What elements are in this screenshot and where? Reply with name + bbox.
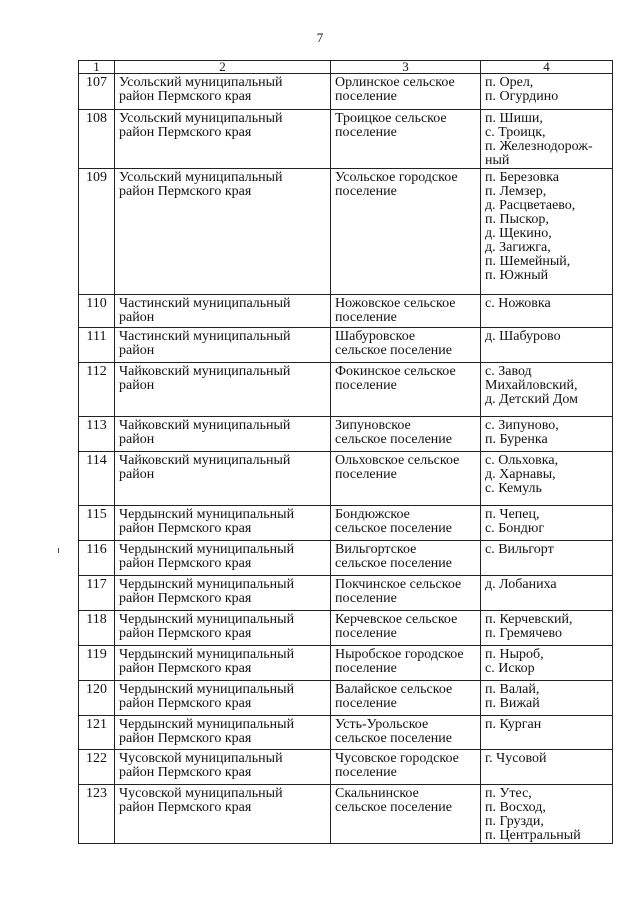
localities-cell-line: п. Пыскор, bbox=[485, 212, 549, 227]
row-number-line: 115 bbox=[86, 507, 107, 522]
settlement-cell-line: сельское поселение bbox=[335, 521, 452, 536]
column-header-1: 1 bbox=[79, 61, 115, 74]
table-row bbox=[79, 716, 613, 750]
settlement-cell bbox=[331, 716, 481, 750]
district-cell-line: Усольский муниципальный bbox=[119, 111, 283, 126]
row-number bbox=[79, 750, 115, 785]
settlement-cell bbox=[331, 363, 481, 417]
district-cell-line: Частинский муниципальный bbox=[119, 329, 291, 344]
district-cell bbox=[115, 716, 331, 750]
settlement-cell bbox=[331, 541, 481, 576]
localities-cell bbox=[481, 646, 613, 681]
row-number bbox=[79, 452, 115, 506]
localities-cell-line: с. Искор bbox=[485, 661, 535, 676]
district-cell-line: Чердынский муниципальный bbox=[119, 717, 295, 732]
settlement-cell bbox=[331, 328, 481, 363]
localities-cell-line: д. Харнавы, bbox=[485, 467, 556, 482]
district-cell-line: район Пермского края bbox=[119, 800, 252, 815]
district-cell-line: район bbox=[119, 310, 155, 325]
district-cell bbox=[115, 295, 331, 328]
district-cell bbox=[115, 611, 331, 646]
settlement-cell bbox=[331, 750, 481, 785]
localities-cell-line: д. Загижга, bbox=[485, 240, 551, 255]
table-row bbox=[79, 506, 613, 541]
localities-cell bbox=[481, 541, 613, 576]
district-cell-line: Чердынский муниципальный bbox=[119, 612, 295, 627]
localities-cell-line: п. Утес, bbox=[485, 786, 532, 801]
district-cell-line: район Пермского края bbox=[119, 89, 252, 104]
settlement-cell-line: Вильгортское bbox=[335, 542, 417, 557]
settlement-cell-line: поселение bbox=[335, 125, 397, 140]
settlement-cell-line: Бондюжское bbox=[335, 507, 410, 522]
district-cell-line: Чердынский муниципальный bbox=[119, 647, 295, 662]
row-number bbox=[79, 646, 115, 681]
row-number bbox=[79, 611, 115, 646]
localities-cell bbox=[481, 452, 613, 506]
settlement-cell-line: сельское поселение bbox=[335, 731, 452, 746]
localities-cell-line: п. Железнодорож- bbox=[485, 139, 593, 154]
localities-cell-line: п. Чепец, bbox=[485, 507, 540, 522]
row-number-line: 108 bbox=[86, 111, 107, 126]
settlement-cell-line: сельское поселение bbox=[335, 432, 452, 447]
localities-cell-line: д. Расцветаево, bbox=[485, 198, 576, 213]
localities-cell bbox=[481, 328, 613, 363]
localities-cell-line: п. Шиши, bbox=[485, 111, 543, 126]
localities-cell-line: д. Шабурово bbox=[485, 329, 561, 344]
district-cell-line: район bbox=[119, 467, 155, 482]
settlement-cell-line: Ныробское городское bbox=[335, 647, 464, 662]
settlement-cell-line: поселение bbox=[335, 626, 397, 641]
localities-cell-line: п. Гремячево bbox=[485, 626, 562, 641]
settlement-cell-line: Чусовское городское bbox=[335, 751, 459, 766]
district-cell-line: район Пермского края bbox=[119, 696, 252, 711]
row-number bbox=[79, 716, 115, 750]
row-number-line: 114 bbox=[86, 453, 107, 468]
row-number bbox=[79, 74, 115, 110]
localities-cell-line: с. Вильгорт bbox=[485, 542, 554, 557]
district-cell-line: район Пермского края bbox=[119, 591, 252, 606]
district-cell-line: Усольский муниципальный bbox=[119, 75, 283, 90]
row-number-line: 121 bbox=[86, 717, 107, 732]
localities-cell bbox=[481, 681, 613, 716]
settlement-cell-line: Покчинское сельское bbox=[335, 577, 462, 592]
settlement-cell-line: Шабуровское bbox=[335, 329, 416, 344]
header-row bbox=[79, 61, 613, 74]
localities-cell-line: с. Ножовка bbox=[485, 296, 551, 311]
row-number-line: 118 bbox=[86, 612, 107, 627]
row-number-line: 107 bbox=[86, 75, 107, 90]
localities-cell-line: п. Вижай bbox=[485, 696, 540, 711]
margin-mark bbox=[58, 548, 59, 553]
row-number-line: 110 bbox=[86, 296, 107, 311]
localities-cell-line: п. Огурдино bbox=[485, 89, 559, 104]
row-number-line: 111 bbox=[86, 329, 107, 344]
localities-cell-line: п. Валай, bbox=[485, 682, 540, 697]
localities-cell bbox=[481, 417, 613, 452]
localities-cell bbox=[481, 611, 613, 646]
localities-cell-line: п. Березовка bbox=[485, 170, 559, 185]
district-cell-line: район Пермского края bbox=[119, 184, 252, 199]
settlement-cell bbox=[331, 681, 481, 716]
localities-cell-line: с. Бондюг bbox=[485, 521, 545, 536]
localities-cell-line: п. Курган bbox=[485, 717, 542, 732]
district-cell-line: Чердынский муниципальный bbox=[119, 542, 295, 557]
table-row bbox=[79, 169, 613, 295]
localities-cell bbox=[481, 74, 613, 110]
district-cell-line: район Пермского края bbox=[119, 521, 252, 536]
row-number-line: 109 bbox=[86, 170, 107, 185]
table-row bbox=[79, 328, 613, 363]
settlement-cell-line: Троицкое сельское bbox=[335, 111, 447, 126]
settlement-cell-line: сельское поселение bbox=[335, 800, 452, 815]
district-cell-line: Чусовской муниципальный bbox=[119, 751, 283, 766]
table-row bbox=[79, 785, 613, 844]
district-cell bbox=[115, 576, 331, 611]
localities-cell-line: п. Буренка bbox=[485, 432, 548, 447]
district-cell-line: Чердынский муниципальный bbox=[119, 507, 295, 522]
district-cell bbox=[115, 750, 331, 785]
settlement-cell bbox=[331, 110, 481, 169]
district-cell bbox=[115, 506, 331, 541]
settlement-cell bbox=[331, 785, 481, 844]
district-cell-line: район Пермского края bbox=[119, 731, 252, 746]
localities-cell-line: д. Щекино, bbox=[485, 226, 552, 241]
table-row bbox=[79, 363, 613, 417]
table-row bbox=[79, 110, 613, 169]
district-cell-line: район bbox=[119, 378, 155, 393]
row-number-line: 120 bbox=[86, 682, 107, 697]
row-number bbox=[79, 417, 115, 452]
settlement-cell-line: поселение bbox=[335, 591, 397, 606]
localities-cell-line: п. Грузди, bbox=[485, 814, 544, 829]
row-number-line: 119 bbox=[86, 647, 107, 662]
column-header-2: 2 bbox=[115, 61, 331, 74]
settlement-cell bbox=[331, 506, 481, 541]
localities-cell-line: д. Лобаниха bbox=[485, 577, 557, 592]
settlements-table bbox=[78, 60, 613, 844]
table-row bbox=[79, 611, 613, 646]
localities-cell bbox=[481, 363, 613, 417]
settlement-cell-line: Валайское сельское bbox=[335, 682, 453, 697]
district-cell bbox=[115, 110, 331, 169]
localities-cell-line: п. Восход, bbox=[485, 800, 546, 815]
localities-cell bbox=[481, 750, 613, 785]
localities-cell-line: п. Центральный bbox=[485, 828, 581, 843]
table-row bbox=[79, 295, 613, 328]
localities-cell-line: с. Ольховка, bbox=[485, 453, 559, 468]
district-cell bbox=[115, 363, 331, 417]
district-cell bbox=[115, 328, 331, 363]
settlement-cell-line: сельское поселение bbox=[335, 343, 452, 358]
localities-cell bbox=[481, 506, 613, 541]
localities-cell-line: п. Лемзер, bbox=[485, 184, 547, 199]
row-number-line: 112 bbox=[86, 364, 107, 379]
district-cell-line: район bbox=[119, 432, 155, 447]
column-header-3: 3 bbox=[331, 61, 481, 74]
settlement-cell bbox=[331, 611, 481, 646]
district-cell bbox=[115, 452, 331, 506]
settlement-cell-line: Керчевское сельское bbox=[335, 612, 458, 627]
localities-cell-line: с. Зипуново, bbox=[485, 418, 559, 433]
settlement-cell bbox=[331, 646, 481, 681]
localities-cell-line: Михайловский, bbox=[485, 378, 578, 393]
localities-cell bbox=[481, 110, 613, 169]
settlement-cell bbox=[331, 452, 481, 506]
table-row bbox=[79, 681, 613, 716]
district-cell-line: Чердынский муниципальный bbox=[119, 682, 295, 697]
table-row bbox=[79, 646, 613, 681]
settlement-cell-line: поселение bbox=[335, 310, 397, 325]
district-cell bbox=[115, 417, 331, 452]
row-number-line: 116 bbox=[86, 542, 107, 557]
settlement-cell-line: Усольское городское bbox=[335, 170, 458, 185]
localities-cell-line: п. Орел, bbox=[485, 75, 534, 90]
row-number bbox=[79, 541, 115, 576]
settlement-cell-line: поселение bbox=[335, 89, 397, 104]
row-number bbox=[79, 576, 115, 611]
settlement-cell-line: Ножовское сельское bbox=[335, 296, 456, 311]
localities-cell-line: ный bbox=[485, 153, 510, 168]
district-cell-line: район Пермского края bbox=[119, 661, 252, 676]
settlement-cell-line: поселение bbox=[335, 696, 397, 711]
localities-cell-line: с. Кемуль bbox=[485, 481, 542, 496]
localities-cell-line: п. Южный bbox=[485, 268, 549, 283]
row-number-line: 122 bbox=[86, 751, 107, 766]
settlement-cell-line: Ольховское сельское bbox=[335, 453, 460, 468]
settlement-cell-line: сельское поселение bbox=[335, 556, 452, 571]
localities-cell-line: п. Керчевский, bbox=[485, 612, 573, 627]
settlement-cell bbox=[331, 169, 481, 295]
settlement-cell-line: Скальнинское bbox=[335, 786, 419, 801]
district-cell-line: район Пермского края bbox=[119, 626, 252, 641]
table-row bbox=[79, 750, 613, 785]
settlement-cell bbox=[331, 74, 481, 110]
localities-cell bbox=[481, 576, 613, 611]
table-row bbox=[79, 452, 613, 506]
settlement-cell-line: поселение bbox=[335, 184, 397, 199]
table-row bbox=[79, 541, 613, 576]
row-number bbox=[79, 681, 115, 716]
row-number bbox=[79, 295, 115, 328]
localities-cell-line: п. Шемейный, bbox=[485, 254, 571, 269]
row-number-line: 113 bbox=[86, 418, 107, 433]
district-cell bbox=[115, 169, 331, 295]
district-cell-line: Чердынский муниципальный bbox=[119, 577, 295, 592]
district-cell-line: Чайковский муниципальный bbox=[119, 364, 291, 379]
district-cell bbox=[115, 646, 331, 681]
district-cell-line: Чусовской муниципальный bbox=[119, 786, 283, 801]
district-cell-line: район Пермского края bbox=[119, 765, 252, 780]
localities-cell-line: г. Чусовой bbox=[485, 751, 547, 766]
localities-cell bbox=[481, 295, 613, 328]
settlement-cell bbox=[331, 295, 481, 328]
table-row bbox=[79, 417, 613, 452]
settlement-cell-line: Фокинское сельское bbox=[335, 364, 456, 379]
settlement-cell bbox=[331, 417, 481, 452]
localities-cell-line: п. Ныроб, bbox=[485, 647, 544, 662]
row-number bbox=[79, 328, 115, 363]
table-row bbox=[79, 74, 613, 110]
settlement-cell-line: Усть-Урольское bbox=[335, 717, 429, 732]
district-cell-line: район bbox=[119, 343, 155, 358]
localities-cell bbox=[481, 716, 613, 750]
district-cell-line: Усольский муниципальный bbox=[119, 170, 283, 185]
localities-cell-line: с. Завод bbox=[485, 364, 532, 379]
row-number bbox=[79, 506, 115, 541]
settlement-cell-line: поселение bbox=[335, 467, 397, 482]
page-number: 7 bbox=[316, 30, 324, 45]
district-cell bbox=[115, 74, 331, 110]
district-cell-line: Чайковский муниципальный bbox=[119, 453, 291, 468]
district-cell bbox=[115, 681, 331, 716]
localities-cell bbox=[481, 169, 613, 295]
localities-cell-line: с. Троицк, bbox=[485, 125, 546, 140]
settlement-cell bbox=[331, 576, 481, 611]
settlement-cell-line: Зипуновское bbox=[335, 418, 411, 433]
settlement-cell-line: поселение bbox=[335, 378, 397, 393]
row-number bbox=[79, 785, 115, 844]
row-number bbox=[79, 169, 115, 295]
district-cell-line: район Пермского края bbox=[119, 556, 252, 571]
district-cell-line: Чайковский муниципальный bbox=[119, 418, 291, 433]
row-number bbox=[79, 363, 115, 417]
localities-cell-line: д. Детский Дом bbox=[485, 392, 578, 407]
localities-cell bbox=[481, 785, 613, 844]
district-cell bbox=[115, 785, 331, 844]
column-header-4: 4 bbox=[481, 61, 613, 74]
row-number bbox=[79, 110, 115, 169]
district-cell bbox=[115, 541, 331, 576]
row-number-line: 117 bbox=[86, 577, 107, 592]
settlement-cell-line: поселение bbox=[335, 661, 397, 676]
settlement-cell-line: Орлинское сельское bbox=[335, 75, 455, 90]
row-number-line: 123 bbox=[86, 786, 107, 801]
settlement-cell-line: поселение bbox=[335, 765, 397, 780]
table-row bbox=[79, 576, 613, 611]
district-cell-line: Частинский муниципальный bbox=[119, 296, 291, 311]
district-cell-line: район Пермского края bbox=[119, 125, 252, 140]
